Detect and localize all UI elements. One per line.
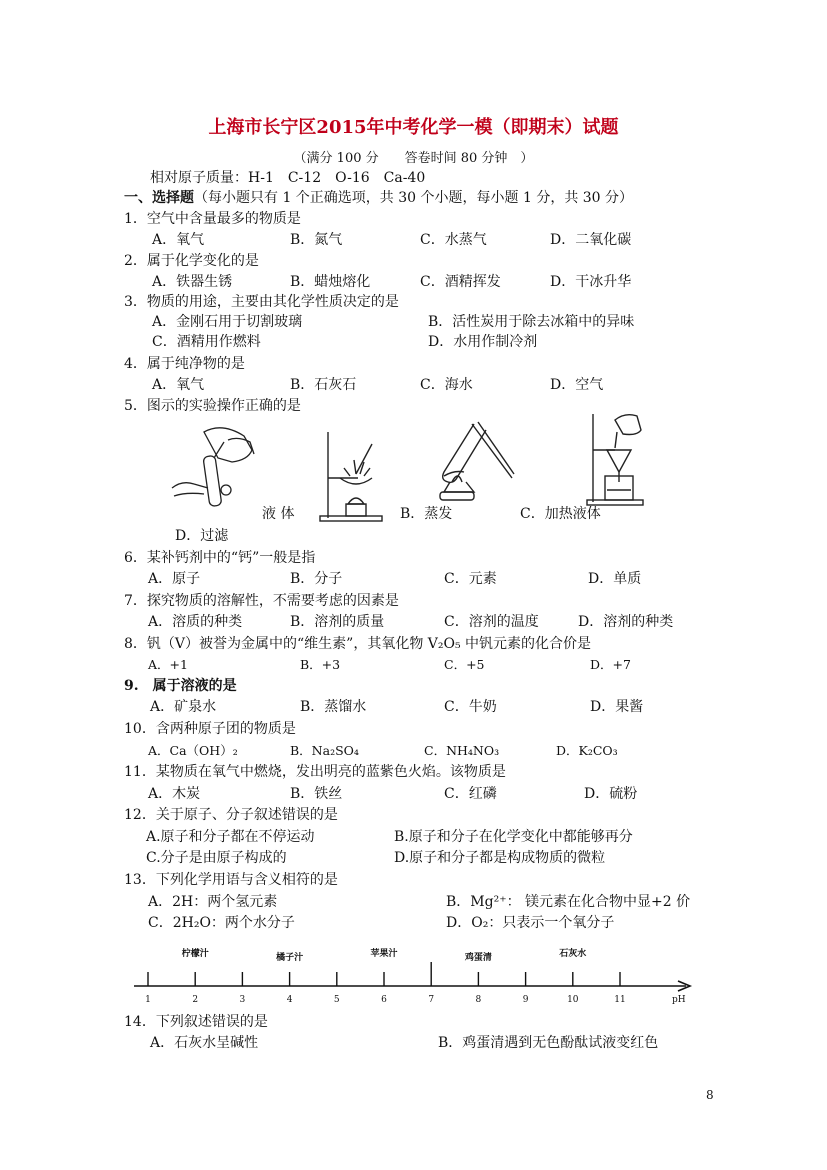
option: D.原子和分子都是构成物质的微粒 [394, 850, 606, 866]
option: B．铁丝 [290, 786, 343, 802]
option: D．水用作制冷剂 [428, 334, 538, 350]
question-stem: 6．某补钙剂中的“钙”一般是指 [124, 550, 316, 566]
heat-test-tube-icon [430, 418, 520, 503]
evaporation-setup-icon [318, 430, 384, 522]
option: A．溶质的种类 [148, 614, 243, 630]
option: A．Ca（OH）₂ [148, 743, 238, 758]
ph-substance-label: 石灰水 [559, 949, 587, 959]
option: B．溶剂的质量 [290, 614, 385, 630]
option: C．牛奶 [444, 699, 497, 715]
question-stem: 5．图示的实验操作正确的是 [124, 398, 301, 414]
option: B．蒸馏水 [300, 699, 367, 715]
option: D．过滤 [175, 528, 229, 544]
question-stem: 14．下列叙述错误的是 [124, 1014, 268, 1030]
ph-substance-label: 苹果汁 [370, 949, 398, 959]
question-stem: 9. 属于溶液的是 [124, 678, 237, 694]
question-stem: 1．空气中含量最多的物质是 [124, 211, 301, 227]
ph-scale [120, 942, 700, 1010]
ph-tick-label: 9 [522, 995, 529, 1005]
option: C．元素 [444, 571, 497, 587]
option: C．水蒸气 [420, 232, 487, 248]
question-stem: 8．钒（V）被誉为金属中的“维生素”，其氧化物 V₂O₅ 中钒元素的化合价是 [124, 636, 592, 652]
option: D．溶剂的种类 [578, 614, 674, 630]
option: D．二氧化碳 [550, 232, 632, 248]
option: B．分子 [290, 571, 343, 587]
option: B．石灰石 [290, 377, 357, 393]
ph-substance-label: 柠檬汁 [181, 949, 209, 959]
option: A．木炭 [148, 786, 201, 802]
question-stem: 2．属于化学变化的是 [124, 253, 259, 269]
section-title: 一、选择题 [124, 190, 194, 206]
section-heading [124, 189, 633, 207]
question-stem: 13．下列化学用语与含义相符的是 [124, 872, 338, 888]
page-title: 上海市长宁区2015年中考化学一模（即期末）试题 [208, 117, 619, 138]
option: 液 体 [262, 506, 295, 522]
exam-info: （满分 100 分 答卷时间 80 分钟 ） [293, 151, 534, 166]
ph-tick-label: 6 [381, 995, 387, 1005]
option: D．K₂CO₃ [556, 743, 618, 758]
option: C．酒精用作燃料 [152, 334, 261, 350]
option: C．2H₂O：两个水分子 [148, 915, 295, 931]
option: A．矿泉水 [150, 699, 217, 715]
option: C．NH₄NO₃ [424, 743, 500, 758]
question-stem: 12．关于原子、分子叙述错误的是 [124, 807, 338, 823]
option: D．O₂：只表示一个氧分子 [446, 915, 615, 931]
option: A．氧气 [152, 232, 205, 248]
option: C．海水 [420, 377, 473, 393]
ph-tick-label: 1 [145, 995, 151, 1005]
ph-axis-label: pH [672, 995, 686, 1005]
ph-substance-label: 橘子汁 [276, 953, 304, 963]
option: A.原子和分子都在不停运动 [146, 829, 315, 845]
ph-substance-label: 鸡蛋清 [464, 953, 492, 963]
option: A．氧气 [152, 377, 205, 393]
option: A．石灰水呈碱性 [150, 1035, 259, 1051]
ph-tick-label: 4 [286, 995, 293, 1005]
option: C.分子是由原子构成的 [146, 850, 287, 866]
option: A．金刚石用于切割玻璃 [152, 314, 303, 330]
ph-tick-label: 8 [475, 995, 482, 1005]
option: D．空气 [550, 377, 604, 393]
option: A．原子 [148, 571, 201, 587]
option: D．硫粉 [584, 786, 638, 802]
option: B．活性炭用于除去冰箱中的异味 [428, 314, 635, 330]
question-stem: 3．物质的用途，主要由其化学性质决定的是 [124, 294, 399, 310]
option: C．加热液体 [520, 506, 601, 522]
ph-axis [134, 981, 690, 991]
ph-tick-label: 3 [239, 995, 246, 1005]
ph-tick-label: 10 [567, 995, 579, 1005]
option: D．+7 [590, 657, 631, 672]
option: B．Mg²⁺： 镁元素在化合物中显+2 价 [446, 894, 691, 910]
question-stem: 10．含两种原子团的物质是 [124, 721, 296, 737]
option: C．溶剂的温度 [444, 614, 539, 630]
question-stem: 7．探究物质的溶解性，不需要考虑的因素是 [124, 593, 399, 609]
option: B．Na₂SO₄ [290, 743, 359, 758]
atomic-masses: 相对原子质量：H-1 C-12 O-16 Ca-40 [150, 170, 426, 186]
option: D．果酱 [590, 699, 644, 715]
page-number: 8 [706, 1088, 714, 1102]
ph-tick-label: 7 [428, 995, 435, 1005]
option: C．+5 [444, 657, 485, 672]
ph-tick-label: 5 [333, 995, 340, 1005]
option: B．氮气 [290, 232, 343, 248]
option: B.原子和分子在化学变化中都能够再分 [394, 829, 633, 845]
option: B．鸡蛋清遇到无色酚酞试液变红色 [438, 1035, 659, 1051]
option: A．铁器生锈 [152, 274, 233, 290]
option: B．+3 [300, 657, 341, 672]
section-note: （每小题只有 1 个正确选项，共 30 个小题，每小题 1 分，共 30 分） [194, 190, 634, 206]
ph-tick-label: 11 [614, 995, 626, 1005]
option: A．+1 [148, 657, 188, 672]
ph-tick-label: 2 [192, 995, 199, 1005]
question-stem: 4．属于纯净物的是 [124, 356, 245, 372]
option: C．红磷 [444, 786, 497, 802]
question-stem: 11．某物质在氧气中燃烧，发出明亮的蓝紫色火焰。该物质是 [124, 764, 506, 780]
option: C．酒精挥发 [420, 274, 501, 290]
option: B．蜡烛熔化 [290, 274, 371, 290]
option: B．蒸发 [400, 506, 453, 522]
option: A．2H：两个氢元素 [148, 894, 278, 910]
option: D．干冰升华 [550, 274, 632, 290]
filtration-setup-icon [585, 410, 645, 506]
option: D．单质 [588, 571, 642, 587]
pour-liquid-icon [170, 418, 270, 508]
